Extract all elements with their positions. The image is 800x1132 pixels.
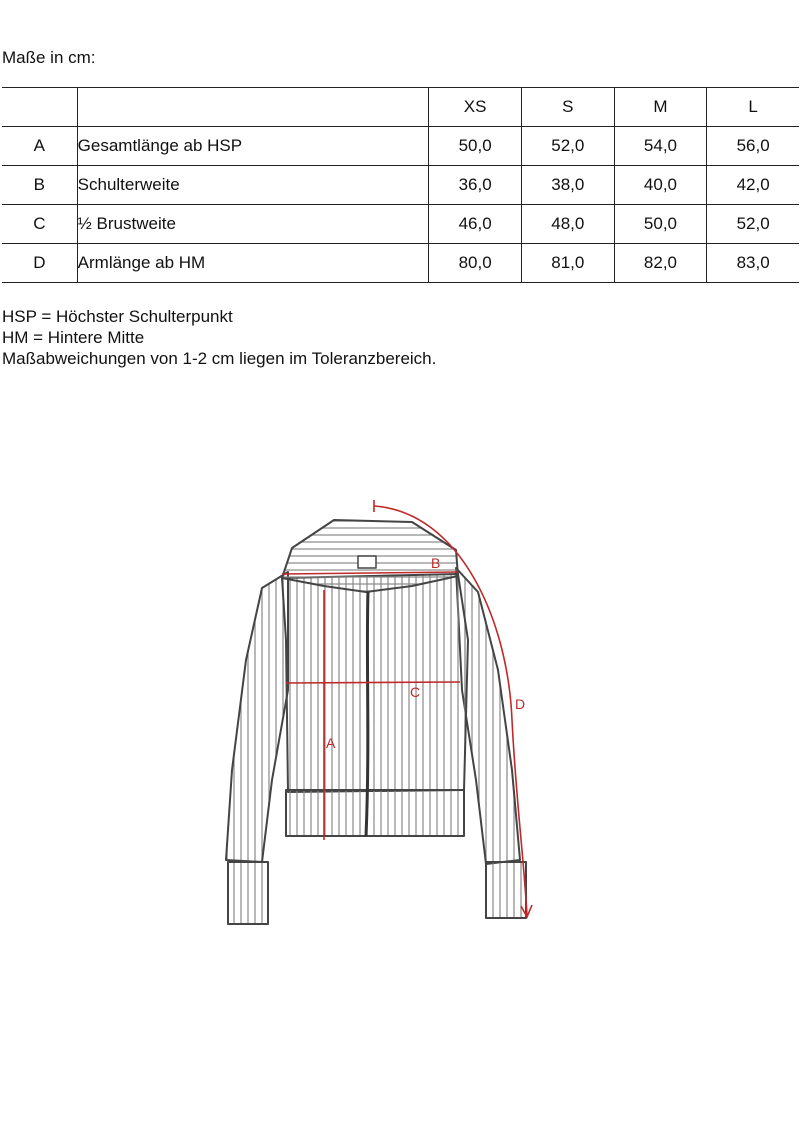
cell-value: 52,0 [521,127,614,166]
right-cuff [486,862,526,918]
row-code: B [2,166,77,205]
header-empty-cell [77,88,429,127]
left-sleeve [226,572,288,862]
label-d: D [515,696,526,712]
note-tolerance: Maßabweichungen von 1-2 cm liegen im Toleranzbereich. [2,349,437,368]
row-label: Schulterweite [77,166,429,205]
table-row [2,166,799,205]
jacket-illustration [0,480,800,950]
row-code: D [2,244,77,283]
column-header: XS [429,88,522,127]
column-header: L [707,88,799,127]
cell-value: 50,0 [614,205,707,244]
cell-value: 40,0 [614,166,707,205]
cell-value: 81,0 [521,244,614,283]
label-b: B [431,555,441,571]
cell-value: 38,0 [521,166,614,205]
note-hsp: HSP = Höchster Schulterpunkt [2,307,233,326]
table-row [2,205,799,244]
cell-value: 80,0 [429,244,522,283]
cell-value: 54,0 [614,127,707,166]
row-label: ½ Brustweite [77,205,429,244]
cell-value: 56,0 [707,127,799,166]
row-label: Armlänge ab HM [77,244,429,283]
label-c: C [410,684,421,700]
cell-value: 36,0 [429,166,522,205]
dimension-line-c [286,682,460,683]
size-table [2,87,799,283]
table-row [2,127,799,166]
waistband [286,790,464,836]
note-hm: HM = Hintere Mitte [2,328,145,347]
cell-value: 48,0 [521,205,614,244]
measurements-heading: Maße in cm: [2,48,96,67]
cell-value: 42,0 [707,166,799,205]
cell-value: 52,0 [707,205,799,244]
cell-value: 82,0 [614,244,707,283]
cell-value: 46,0 [429,205,522,244]
header-empty-cell [2,88,77,127]
column-header: S [521,88,614,127]
jacket-drawing [226,520,526,924]
notes [2,306,436,369]
table-row [2,244,799,283]
left-cuff [228,862,268,924]
collar-label [358,556,376,568]
table-header-row [2,88,799,127]
column-header: M [614,88,707,127]
row-label: Gesamtlänge ab HSP [77,127,429,166]
cell-value: 83,0 [707,244,799,283]
row-code: A [2,127,77,166]
cell-value: 50,0 [429,127,522,166]
row-code: C [2,205,77,244]
label-a: A [326,735,336,751]
zipper [366,592,368,836]
